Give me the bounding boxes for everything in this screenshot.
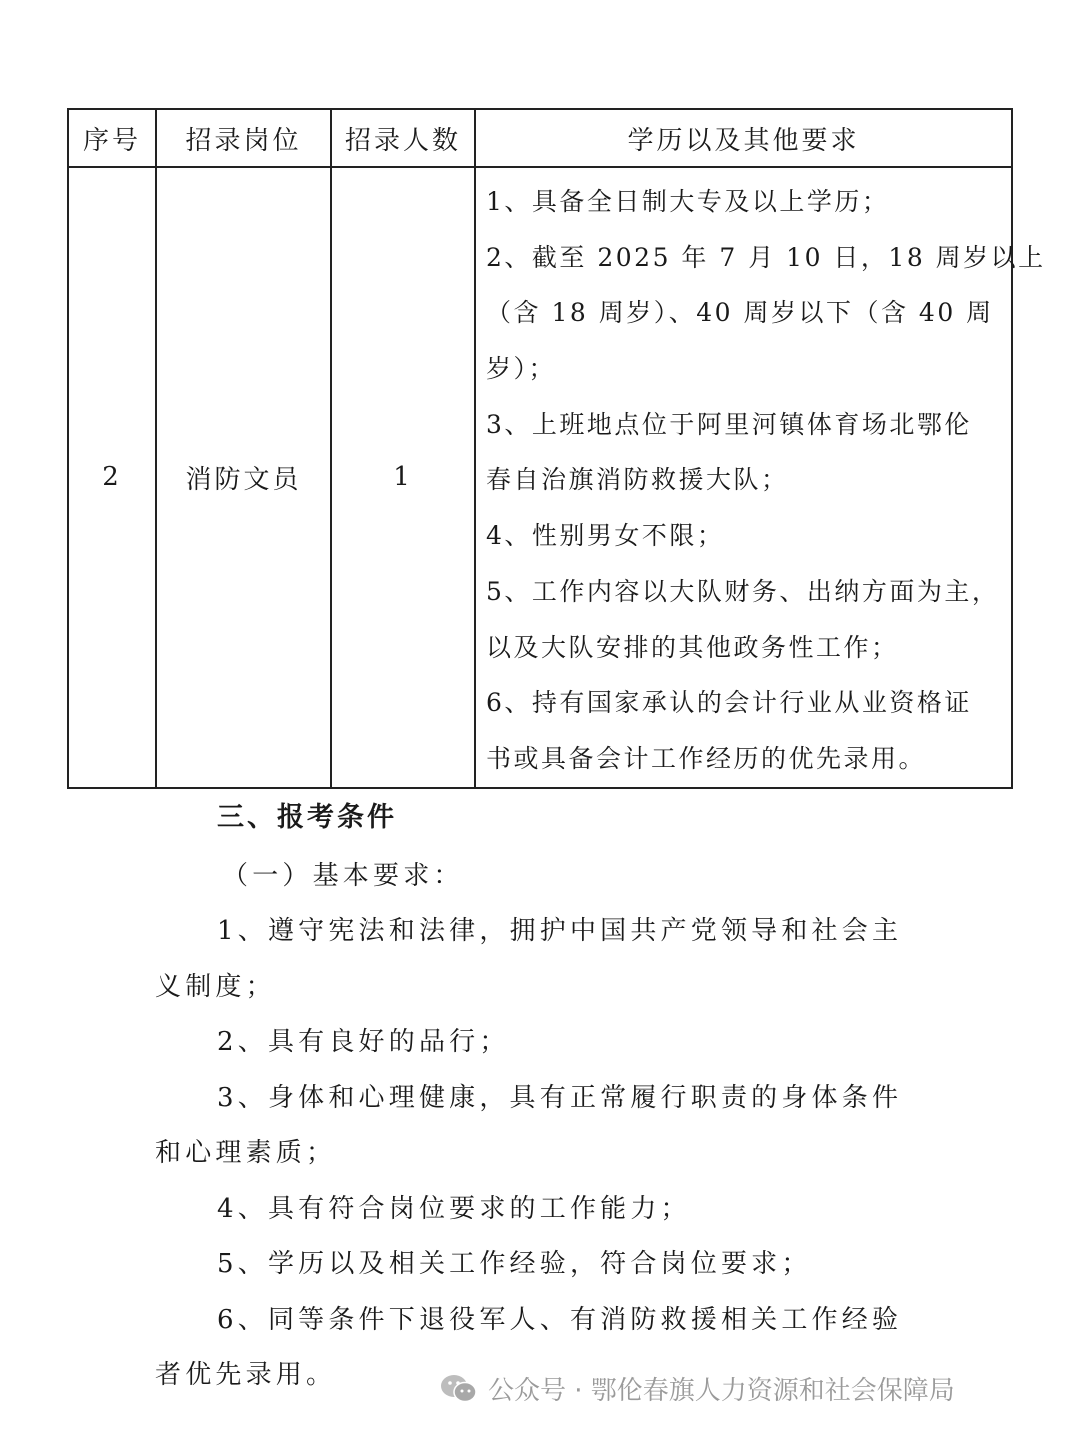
cell-index: 2: [68, 167, 156, 788]
requirement-paragraph-line: 2、具有良好的品行；: [217, 1027, 510, 1057]
cell-requirements: [475, 167, 1046, 788]
wechat-icon: [440, 1373, 478, 1405]
table-row: [68, 167, 1012, 788]
requirement-paragraph-line: 1、遵守宪法和法律，拥护中国共产党领导和社会主: [217, 916, 903, 946]
requirement-line: 春自治旗消防救援大队；: [486, 465, 789, 495]
requirement-line: 1、具备全日制大专及以上学历；: [486, 187, 890, 216]
requirement-paragraph-line: 者优先录用。: [155, 1360, 337, 1390]
requirement-line: 4、性别男女不限；: [486, 521, 725, 551]
header-index: 序号: [68, 109, 156, 167]
header-position: 招录岗位: [156, 109, 331, 167]
requirement-line: 6、持有国家承认的会计行业从业资格证: [486, 688, 972, 718]
cell-count: 1: [331, 167, 475, 788]
requirement-paragraph-line: 义制度；: [155, 972, 276, 1002]
requirement-line: （含 18 周岁）、40 周岁以下（含 40 周: [486, 298, 994, 328]
requirement-paragraph-line: 和心理素质；: [155, 1138, 337, 1168]
requirement-paragraph-line: 3、身体和心理健康，具有正常履行职责的身体条件: [217, 1083, 903, 1113]
watermark-text: 公众号 · 鄂伦春旗人力资源和社会保障局: [488, 1376, 955, 1406]
requirement-line: 3、上班地点位于阿里河镇体育场北鄂伦: [486, 409, 972, 439]
subheading: （一）基本要求：: [222, 861, 464, 891]
requirement-line: 岁）；: [486, 354, 557, 384]
requirement-paragraph-line: 5、学历以及相关工作经验，符合岗位要求；: [217, 1249, 812, 1279]
header-count: 招录人数: [331, 109, 475, 167]
requirement-line: 2、截至 2025 年 7 月 10 日，18 周岁以上: [486, 242, 1046, 272]
requirement-paragraph-line: 4、具有符合岗位要求的工作能力；: [217, 1194, 691, 1224]
cell-position: 消防文员: [156, 167, 331, 788]
section-heading: 三、报考条件: [217, 802, 397, 833]
header-requirements: 学历以及其他要求: [475, 109, 1012, 167]
recruitment-table: [67, 108, 1046, 789]
requirement-paragraph-line: 6、同等条件下退役军人、有消防救援相关工作经验: [217, 1305, 903, 1335]
requirement-line: 5、工作内容以大队财务、出纳方面为主，: [486, 576, 1000, 606]
requirement-line: 以及大队安排的其他政务性工作；: [486, 632, 899, 662]
table-header-row: [68, 109, 1012, 167]
wechat-watermark: [440, 1370, 955, 1407]
requirement-line: 书或具备会计工作经历的优先录用。: [486, 743, 927, 773]
